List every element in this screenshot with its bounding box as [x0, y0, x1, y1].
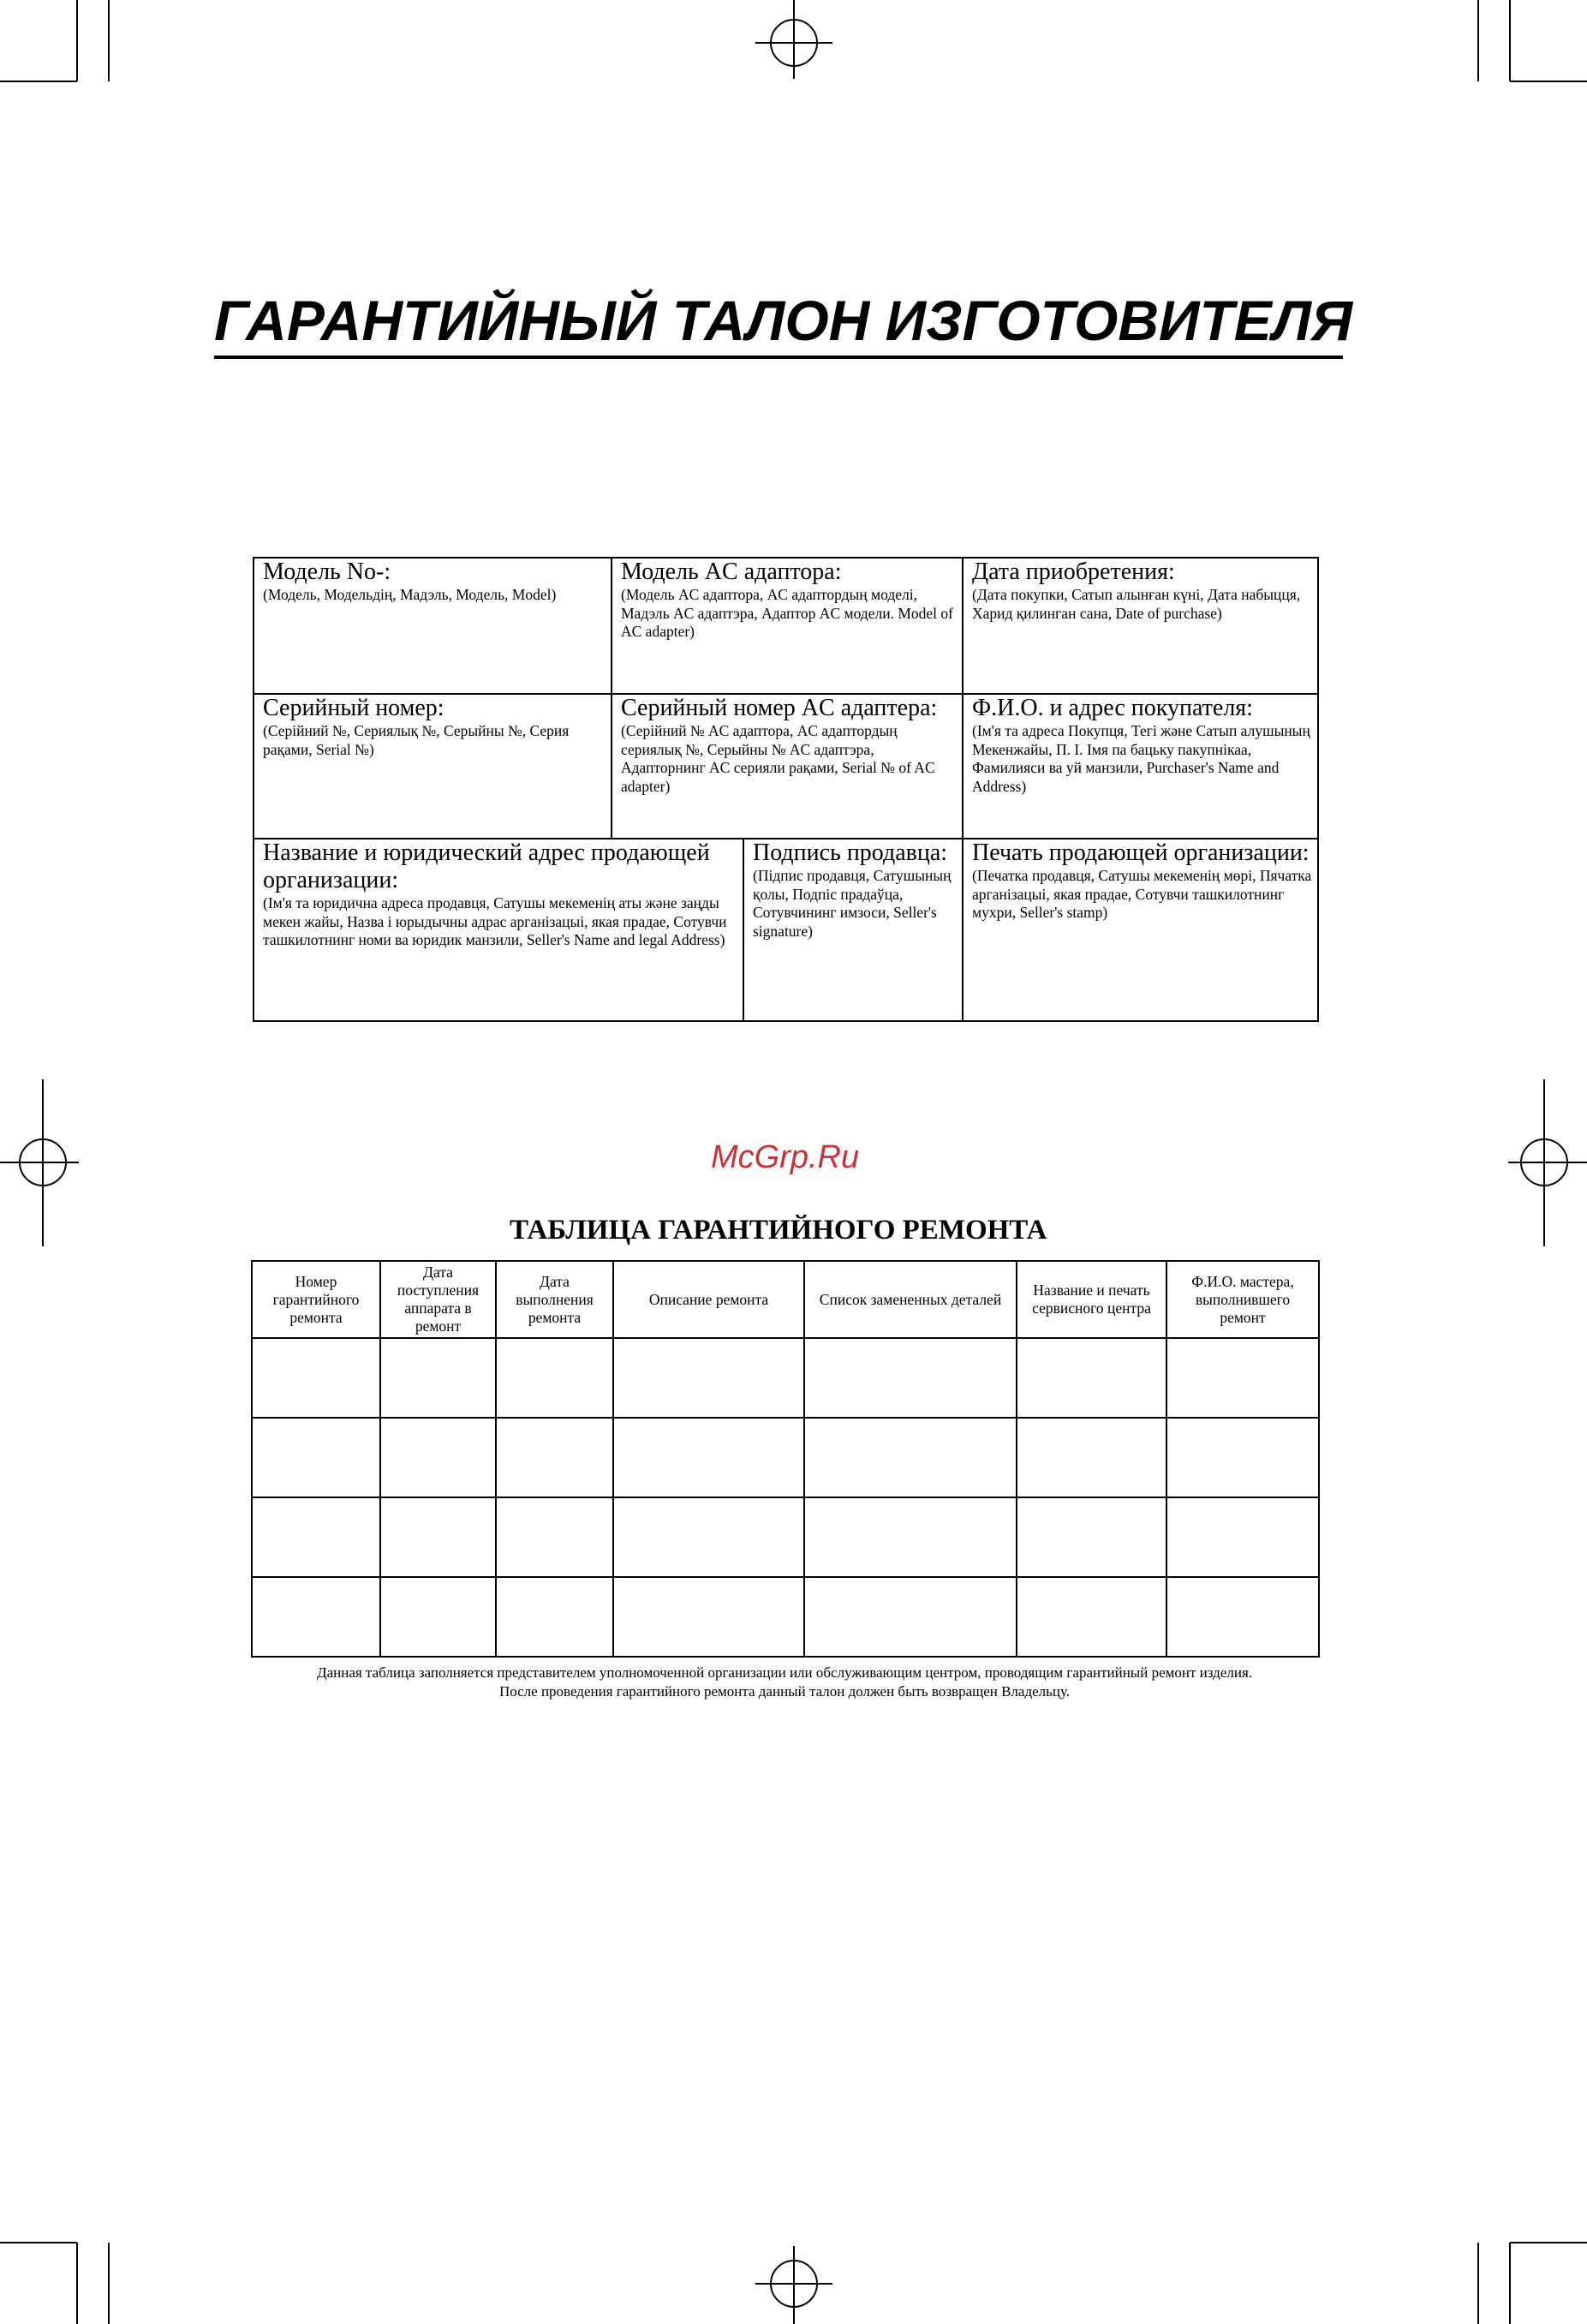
model-label: Модель No-:: [263, 559, 391, 585]
serial-number-label: Серийный номер:: [263, 695, 444, 721]
table-cell[interactable]: [1166, 1338, 1319, 1418]
seller-stamp-translations: (Печатка продавця, Сатушы мекеменің мөрі, Пячатка арганізацыі, якая прадае, Сотувчи ташкилотнинг мухри, Seller's stamp): [972, 867, 1312, 921]
table-cell[interactable]: [1017, 1577, 1166, 1657]
seller-signature-label: Подпись продавца:: [753, 839, 948, 866]
footer-note-line-1: Данная таблица заполняется представителем уполномоченной организации или обслуживающим центром, проводящим гарантийный ремонт изделия.: [316, 1664, 1253, 1681]
table-cell[interactable]: [496, 1497, 613, 1577]
table-cell[interactable]: [804, 1497, 1017, 1577]
table-header-row: [252, 1261, 1319, 1338]
column-header: Список замененных деталей: [804, 1261, 1017, 1338]
footer-note: [251, 1664, 1318, 1701]
table-cell[interactable]: [804, 1338, 1017, 1418]
table-cell[interactable]: [804, 1577, 1017, 1657]
table-cell[interactable]: [380, 1577, 496, 1657]
model-translations: (Модель, Модельдің, Мадэль, Модель, Model): [263, 586, 557, 603]
table-cell[interactable]: [380, 1497, 496, 1577]
seller-stamp-field[interactable]: [964, 839, 1315, 1022]
buyer-field[interactable]: [964, 695, 1315, 838]
seller-stamp-label: Печать продающей организации:: [972, 839, 1310, 866]
table-cell[interactable]: [613, 1338, 804, 1418]
ac-adapter-model-field[interactable]: [612, 559, 958, 693]
table-cell[interactable]: [252, 1577, 380, 1657]
table-cell[interactable]: [380, 1418, 496, 1497]
seller-org-label: Название и юридический адрес продающей организации:: [263, 839, 710, 893]
repair-table-title: ТАБЛИЦА ГАРАНТИЙНОГО РЕМОНТА: [510, 1215, 1047, 1246]
seller-signature-translations: (Підпис продавця, Сатушының қолы, Подпіс прадаўца, Сотувчининг имзоси, Seller's signature): [753, 867, 952, 940]
table-row: [252, 1338, 1319, 1418]
column-header: Ф.И.О. мастера, выполнившего ремонт: [1166, 1261, 1319, 1338]
table-cell[interactable]: [496, 1577, 613, 1657]
ac-adapter-serial-translations: (Серійний № AC адаптора, AC адаптордың сериялық №, Серыйны № AC адаптэра, Адапторнинг AC серияли рақами, Serial № of AC adapter): [621, 722, 935, 795]
title-underline: [214, 355, 1343, 359]
column-header: Дата поступления аппарата в ремонт: [380, 1261, 496, 1338]
seller-org-field[interactable]: [254, 839, 739, 1022]
column-header: Название и печать сервисного центра: [1017, 1261, 1166, 1338]
table-row: [252, 1497, 1319, 1577]
purchase-date-field[interactable]: [964, 559, 1315, 693]
table-cell[interactable]: [1166, 1418, 1319, 1497]
footer-note-line-2: После проведения гарантийного ремонта данный талон должен быть возвращен Владельцу.: [498, 1683, 1071, 1700]
repair-table-body: [252, 1338, 1319, 1657]
purchase-date-translations: (Дата покупки, Сатып алынған күні, Дата набыцця, Харид қилинган сана, Date of purchase): [972, 586, 1301, 622]
table-cell[interactable]: [252, 1497, 380, 1577]
column-header: Номер гарантийного ремонта: [252, 1261, 380, 1338]
table-cell[interactable]: [252, 1418, 380, 1497]
warranty-info-card: [253, 557, 1319, 1022]
table-cell[interactable]: [496, 1338, 613, 1418]
table-cell[interactable]: [252, 1338, 380, 1418]
ac-adapter-model-translations: (Модель AC адаптора, AC адаптордың моделі, Мадэль AC адаптэра, Адаптор AC модели. Model of AC adapter): [621, 586, 953, 640]
table-cell[interactable]: [1017, 1338, 1166, 1418]
serial-number-field[interactable]: [254, 695, 607, 838]
table-cell[interactable]: [613, 1497, 804, 1577]
site-watermark: McGrp.Ru: [711, 1139, 860, 1175]
table-cell[interactable]: [613, 1577, 804, 1657]
model-field[interactable]: [254, 559, 607, 693]
seller-org-translations: (Ім'я та юридична адреса продавця, Сатушы мекеменің аты және заңды мекен жайы, Назва і юрыдычны адрас арганізацыі, якая прадае, Сотувчи ташкилотнинг номи ва юридик манзили, Seller's Name and legal Address): [263, 894, 727, 948]
table-row: [252, 1577, 1319, 1657]
ac-adapter-serial-label: Серийный номер AC адаптера:: [621, 695, 938, 721]
buyer-label: Ф.И.О. и адрес покупателя:: [972, 695, 1253, 721]
table-cell[interactable]: [1166, 1497, 1319, 1577]
table-cell[interactable]: [804, 1418, 1017, 1497]
table-cell[interactable]: [1017, 1497, 1166, 1577]
ac-adapter-serial-field[interactable]: [612, 695, 958, 838]
table-cell[interactable]: [380, 1338, 496, 1418]
table-cell[interactable]: [1166, 1577, 1319, 1657]
seller-signature-field[interactable]: [744, 839, 958, 1022]
buyer-translations: (Ім'я та адреса Покупця, Тегі және Сатып алушының Мекенжайы, П. І. Імя па бацьку пакупнікаа, Фамилияси ва уй манзили, Purchaser's Name and Address): [972, 722, 1310, 795]
document-title: ГАРАНТИЙНЫЙ ТАЛОН ИЗГОТОВИТЕЛЯ: [214, 289, 1353, 352]
column-header: Описание ремонта: [613, 1261, 804, 1338]
table-cell[interactable]: [613, 1418, 804, 1497]
table-cell[interactable]: [496, 1418, 613, 1497]
table-cell[interactable]: [1017, 1418, 1166, 1497]
ac-adapter-model-label: Модель AC адаптора:: [621, 559, 842, 585]
serial-number-translations: (Серійний №, Сериялық №, Серыйны №, Серия рақами, Serial №): [263, 722, 570, 758]
table-row: [252, 1418, 1319, 1497]
warranty-repair-table: [251, 1260, 1320, 1658]
column-header: Дата выполнения ремонта: [496, 1261, 613, 1338]
purchase-date-label: Дата приобретения:: [972, 559, 1175, 585]
